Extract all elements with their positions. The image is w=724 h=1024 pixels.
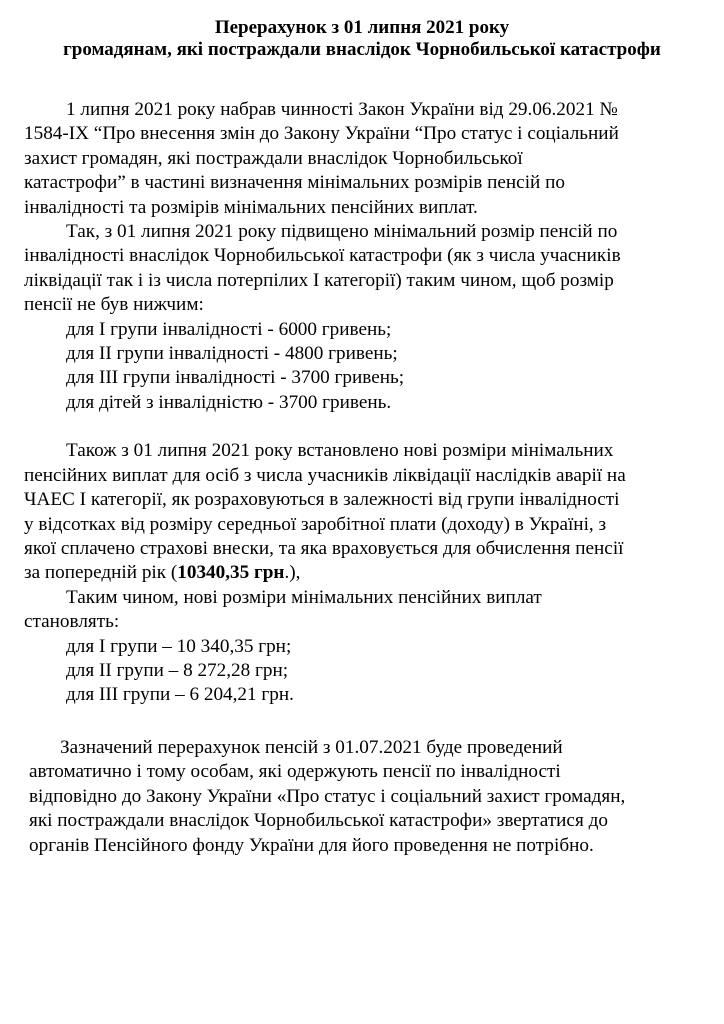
list-item: для I групи інвалідності - 6000 гривень; — [66, 318, 392, 340]
text-line: Також з 01 липня 2021 року встановлено нові розміри мінімальних — [66, 440, 614, 462]
title-line-2: громадянам, які постраждали внаслідок Чорнобильської катастрофи — [63, 39, 661, 60]
text-fragment: за попередній рік ( — [24, 562, 178, 584]
text-line: відповідно до Закону України «Про статус і соціальний захист громадян, — [29, 785, 626, 807]
paragraph-law-enactment — [24, 98, 714, 220]
title-line-1: Перерахунок з 01 липня 2021 року — [214, 17, 510, 38]
text-line: інвалідності та розмірів мінімальних пенсійних виплат. — [24, 196, 478, 218]
document-title — [0, 17, 724, 61]
text-line: пенсії не був нижчим: — [24, 294, 204, 316]
payment-amount-list — [24, 635, 714, 708]
list-item: для I групи – 10 340,35 грн; — [66, 635, 292, 657]
text-line: 1 липня 2021 року набрав чинності Закон України від 29.06.2021 № — [66, 99, 618, 120]
text-line — [24, 561, 714, 585]
list-item: для II групи – 8 272,28 грн; — [66, 659, 289, 681]
list-item: для III групи інвалідності - 3700 гривень; — [66, 367, 405, 389]
text-line: які постраждали внаслідок Чорнобильської катастрофи» звертатися до — [29, 810, 608, 832]
text-line: 1584-IX “Про внесення змін до Закону України “Про статус і соціальний — [24, 123, 619, 145]
list-item: для II групи інвалідності - 4800 гривень; — [66, 343, 398, 365]
list-item: для дітей з інвалідністю - 3700 гривень. — [66, 391, 392, 413]
text-line: захист громадян, які постраждали внаслідок Чорнобильської — [24, 147, 523, 169]
text-line: Так, з 01 липня 2021 року підвищено мінімальний розмір пенсій по — [66, 221, 618, 243]
text-line: становлять: — [24, 611, 120, 633]
text-line: Зазначений перерахунок пенсій з 01.07.2021 буде проведений — [60, 737, 563, 758]
list-item: для III групи – 6 204,21 грн. — [66, 684, 294, 706]
pension-amount-list — [24, 318, 714, 416]
text-line: автоматично і тому особам, які одержують пенсії по інвалідності — [29, 761, 561, 783]
paragraph-min-pension — [24, 220, 714, 318]
paragraph-new-amounts — [24, 586, 714, 635]
text-fragment: .), — [284, 562, 301, 584]
text-line: у відсотках від розміру середньої заробітної плати (доходу) в Україні, з — [24, 513, 607, 535]
text-line: пенсійних виплат для осіб з числа учасників ліквідації наслідків аварії на — [24, 464, 626, 486]
text-line: ЧАЕС I категорії, як розраховуються в залежності від групи інвалідності — [24, 489, 620, 511]
text-line: якої сплачено страхові внески, та яка враховується для обчислення пенсії — [24, 537, 624, 559]
text-line: ліквідації так і із числа потерпілих I категорії) таким чином, щоб розмір — [24, 269, 614, 291]
document-body — [24, 98, 714, 708]
text-line: Таким чином, нові розміри мінімальних пенсійних виплат — [66, 586, 542, 608]
paragraph-min-payments — [24, 439, 714, 585]
text-line: органів Пенсійного фонду України для його проведення не потрібно. — [29, 834, 594, 856]
paragraph-automatic-recalculation — [29, 736, 719, 858]
paragraph-gap — [24, 415, 714, 439]
text-line: катастрофи” в частині визначення мінімальних розмірів пенсій по — [24, 172, 565, 194]
average-salary-amount: 10340,35 грн — [177, 562, 285, 584]
text-line: інвалідності внаслідок Чорнобильської катастрофи (як з числа учасників — [24, 245, 621, 267]
